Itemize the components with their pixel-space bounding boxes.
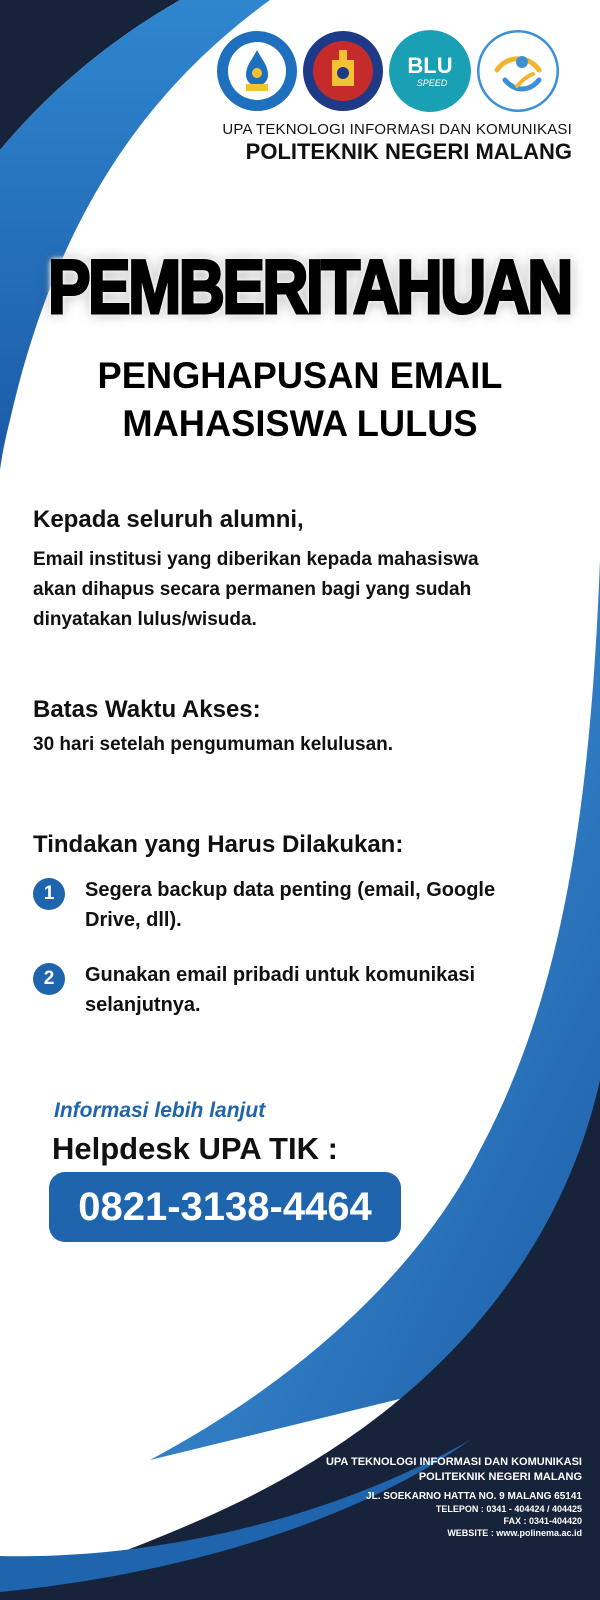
greeting-heading: Kepada seluruh alumni,: [33, 506, 304, 533]
step-number-badge: 1: [33, 878, 65, 910]
step-text-line2: selanjutnya.: [85, 994, 201, 1016]
institution-name: POLITEKNIK NEGERI MALANG: [245, 139, 572, 164]
tut-wuri-handayani-logo: [216, 30, 298, 112]
step-text: [85, 960, 555, 1020]
subheadline-line1: PENGHAPUSAN EMAIL: [97, 355, 503, 396]
footer-institution: POLITEKNIK NEGERI MALANG: [418, 1471, 582, 1483]
blu-text: BLU: [407, 53, 453, 78]
footer-website: WEBSITE : www.polinema.ac.id: [447, 1528, 582, 1538]
helpdesk-phone-badge: 0821-3138-4464: [49, 1172, 401, 1242]
step-number-badge: 2: [33, 963, 65, 995]
organization-header: [160, 120, 572, 165]
deadline-text: 30 hari setelah pengumuman kelulusan.: [33, 734, 394, 755]
footer-phone: TELEPON : 0341 - 404424 / 404425: [435, 1504, 582, 1514]
footer-address: JL. SOEKARNO HATTA NO. 9 MALANG 65141: [366, 1491, 582, 1502]
actions-heading: Tindakan yang Harus Dilakukan:: [33, 831, 404, 858]
step-text-line1: Segera backup data penting (email, Google: [85, 879, 496, 901]
more-info-label: Informasi lebih lanjut: [54, 1099, 266, 1122]
step-text-line1: Gunakan email pribadi untuk komunikasi: [85, 964, 476, 986]
intro-line2: akan dihapus secara permanen bagi yang sudah: [33, 579, 472, 600]
intro-paragraph: [33, 545, 573, 635]
deadline-heading: Batas Waktu Akses:: [33, 696, 261, 723]
step-text: [85, 875, 555, 935]
polinema-logo: [302, 30, 384, 112]
footer-unit: UPA TEKNOLOGI INFORMASI DAN KOMUNIKASI: [325, 1456, 582, 1468]
helpdesk-label: Helpdesk UPA TIK :: [52, 1131, 338, 1166]
step-text-line2: Drive, dll).: [85, 909, 182, 931]
intro-line3: dinyatakan lulus/wisuda.: [33, 609, 257, 630]
blu-speed-logo: [389, 30, 471, 112]
mascot-logo: [477, 30, 559, 112]
footer-contact: [262, 1455, 582, 1539]
subheadline: [26, 352, 575, 448]
subheadline-line2: MAHASISWA LULUS: [122, 403, 478, 444]
speed-text: SPEED: [416, 78, 448, 88]
headline-title: PEMBERITAHUAN: [48, 245, 571, 330]
intro-line1: Email institusi yang diberikan kepada mahasiswa: [33, 549, 479, 570]
footer-fax: FAX : 0341-404420: [503, 1516, 582, 1526]
unit-name: UPA TEKNOLOGI INFORMASI DAN KOMUNIKASI: [222, 121, 572, 138]
